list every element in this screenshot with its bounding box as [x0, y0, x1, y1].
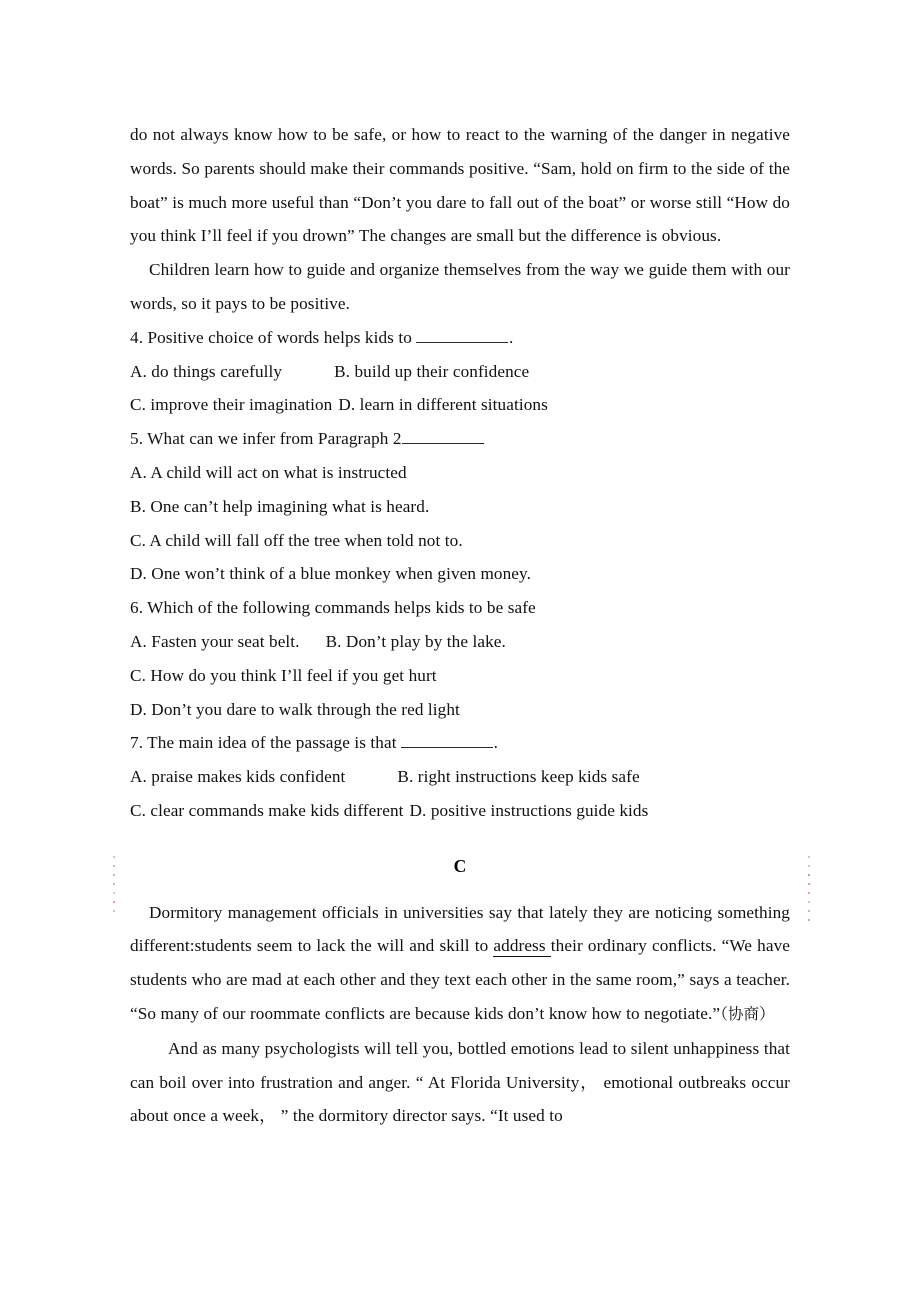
question-7-option-d[interactable]: D. positive instructions guide kids: [409, 800, 649, 820]
chinese-gloss-negotiate: （协商）: [720, 1004, 775, 1023]
question-5-option-c[interactable]: C. A child will fall off the tree when told not to.: [130, 530, 463, 550]
question-4-answer-blank[interactable]: [416, 342, 508, 343]
margin-tick: [808, 892, 810, 894]
question-4-stem-tail: .: [508, 327, 514, 347]
top-margin-spacer: [130, 0, 790, 118]
question-7-answer-blank[interactable]: [401, 747, 493, 748]
question-5-option-b[interactable]: B. One can’t help imagining what is heard.: [130, 496, 430, 516]
left-margin-tick-marks: [113, 856, 116, 922]
margin-tick: [808, 856, 810, 858]
margin-tick: [808, 910, 810, 912]
question-4-stem-text: 4. Positive choice of words helps kids to: [130, 327, 412, 347]
question-6-stem: 6. Which of the following commands helps kids to be safe: [130, 598, 536, 618]
question-4-option-b[interactable]: B. build up their confidence: [334, 361, 530, 381]
margin-tick: [113, 856, 115, 858]
question-7-option-c[interactable]: C. clear commands make kids different: [130, 800, 404, 820]
question-7-options-row-1: [130, 760, 790, 794]
question-6-option-a[interactable]: A. Fasten your seat belt.: [130, 631, 300, 651]
passage-paragraph-children: Children learn how to guide and organize themselves from the way we guide them with our words, so it pays to be positive.: [130, 260, 790, 313]
margin-tick: [808, 919, 810, 921]
question-4-stem: [130, 321, 790, 355]
question-5-answer-blank[interactable]: [402, 443, 484, 444]
section-c-para1-part1: Dormitory management officials in universities say that lately they are noticing something different:students seem to lack the will and skill to: [130, 902, 790, 956]
margin-tick: [808, 865, 810, 867]
question-5-stem-text: 5. What can we infer from Paragraph 2: [130, 429, 402, 449]
heading-gap-spacer: [130, 884, 790, 896]
vocabulary-underlined-address: address: [493, 936, 551, 956]
question-5-stem: [130, 422, 790, 456]
question-7-stem: [130, 726, 790, 760]
question-6-option-c[interactable]: C. How do you think I’ll feel if you get hurt: [130, 665, 437, 685]
passage-paragraph-continued: do not always know how to be safe, or how to react to the warning of the danger in negative words. So parents should make their commands positive. “Sam, hold on firm to the side of the boat” is much more useful than “Don’t you dare to fall out of the boat” or worse still “How do you think I’ll feel if you drown” The changes are small but the difference is obvious.: [130, 125, 790, 246]
question-7-stem-text: 7. The main idea of the passage is that: [130, 733, 397, 753]
question-7-option-a[interactable]: A. praise makes kids confident: [130, 767, 346, 787]
margin-tick: [113, 910, 115, 912]
section-c-paragraph-1: [130, 896, 790, 1032]
question-7-stem-tail: .: [493, 733, 498, 753]
question-6-option-d[interactable]: D. Don’t you dare to walk through the red light: [130, 699, 460, 719]
page-content: [130, 0, 790, 1133]
question-6-options-row-1: [130, 625, 790, 659]
margin-tick: [808, 874, 810, 876]
section-c-paragraph-2: And as many psychologists will tell you, bottled emotions lead to silent unhappiness that can boil over into frustration and anger. “ At Florida University， emotional outbreaks occur about once a week， ” the dormitory director says. “It used to: [130, 1038, 790, 1126]
right-margin-tick-marks: [808, 856, 811, 922]
margin-tick: [113, 892, 115, 894]
section-gap-spacer: [130, 828, 790, 850]
margin-tick: [113, 901, 115, 903]
question-4-options-row-1: [130, 355, 790, 389]
question-4-option-a[interactable]: A. do things carefully: [130, 361, 283, 381]
margin-tick: [113, 883, 115, 885]
question-4-option-d[interactable]: D. learn in different situations: [338, 395, 548, 415]
question-7-options-row-2: [130, 794, 790, 828]
question-5-option-d[interactable]: D. One won’t think of a blue monkey when given money.: [130, 564, 532, 584]
margin-tick: [808, 901, 810, 903]
margin-tick: [113, 874, 115, 876]
question-5-option-a[interactable]: A. A child will act on what is instructed: [130, 462, 407, 482]
margin-tick: [808, 883, 810, 885]
question-4-options-row-2: [130, 388, 790, 422]
section-heading-c: C: [453, 855, 467, 876]
question-6-option-b[interactable]: B. Don’t play by the lake.: [325, 631, 506, 651]
section-c-para1-part2: their ordinary conflicts. “We have students who are mad at each other and they text each other in the same room,” says a teacher. “So many of our roommate conflicts are because kids don’t know how to negotiate.”: [130, 936, 790, 1023]
margin-tick: [113, 865, 115, 867]
question-4-option-c[interactable]: C. improve their imagination: [130, 395, 333, 415]
question-7-option-b[interactable]: B. right instructions keep kids safe: [397, 767, 640, 787]
